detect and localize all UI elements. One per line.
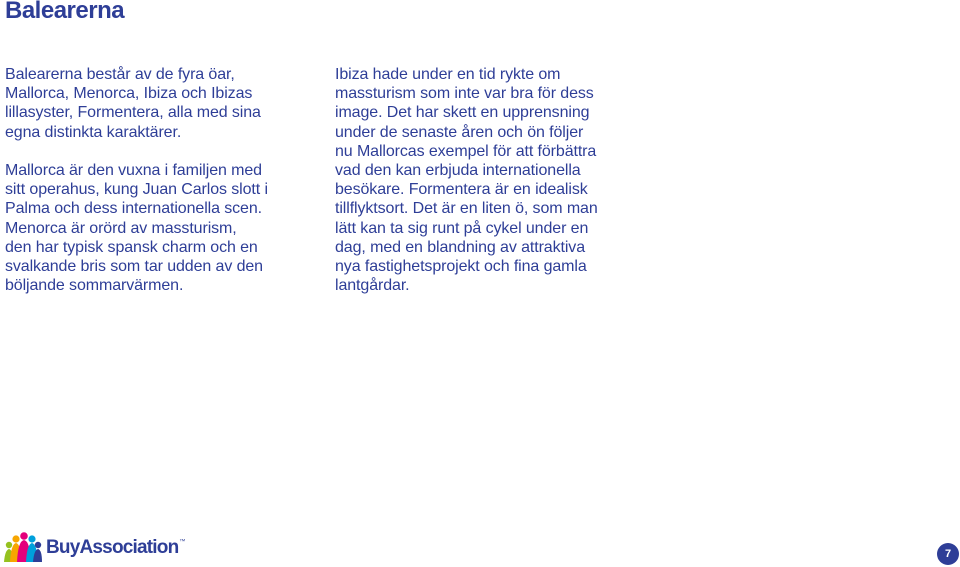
right-column	[335, 65, 635, 295]
buyassociation-logo	[4, 532, 185, 564]
logo-text: BuyAssociation	[46, 537, 179, 558]
people-group-icon	[4, 532, 42, 564]
paragraph-ibiza-formentera: Ibiza hade under en tid rykte om massturism som inte var bra för dess image. Det har skett en upprensning under de senaste åren och ön följer nu Mallorcas exempel för att förbättra vad den kan erbjuda internationella besökare. Formentera är en idealisk tillflyktsort. Det är en liten ö, som man lätt kan ta sig runt på cykel under en dag, med en blandning av attraktiva nya fastighetsprojekt och fina gamla lantgårdar.	[335, 66, 598, 295]
paragraph-mallorca-menorca: Mallorca är den vuxna i familjen med sitt operahus, kung Juan Carlos slott i Palma och dess internationella scen. Menorca är orörd av massturism, den har typisk spansk charm och en svalkande bris som tar udden av den böljande sommarvärmen.	[5, 162, 268, 295]
logo-trademark: ™	[179, 539, 186, 545]
paragraph-intro: Balearerna består av de fyra öar, Mallorca, Menorca, Ibiza och Ibizas lillasyster, Formentera, alla med sina egna distinkta karaktärer.	[5, 66, 261, 141]
page-title: Balearerna	[5, 0, 125, 24]
left-column	[5, 65, 305, 295]
page-number-badge: 7	[937, 543, 959, 565]
